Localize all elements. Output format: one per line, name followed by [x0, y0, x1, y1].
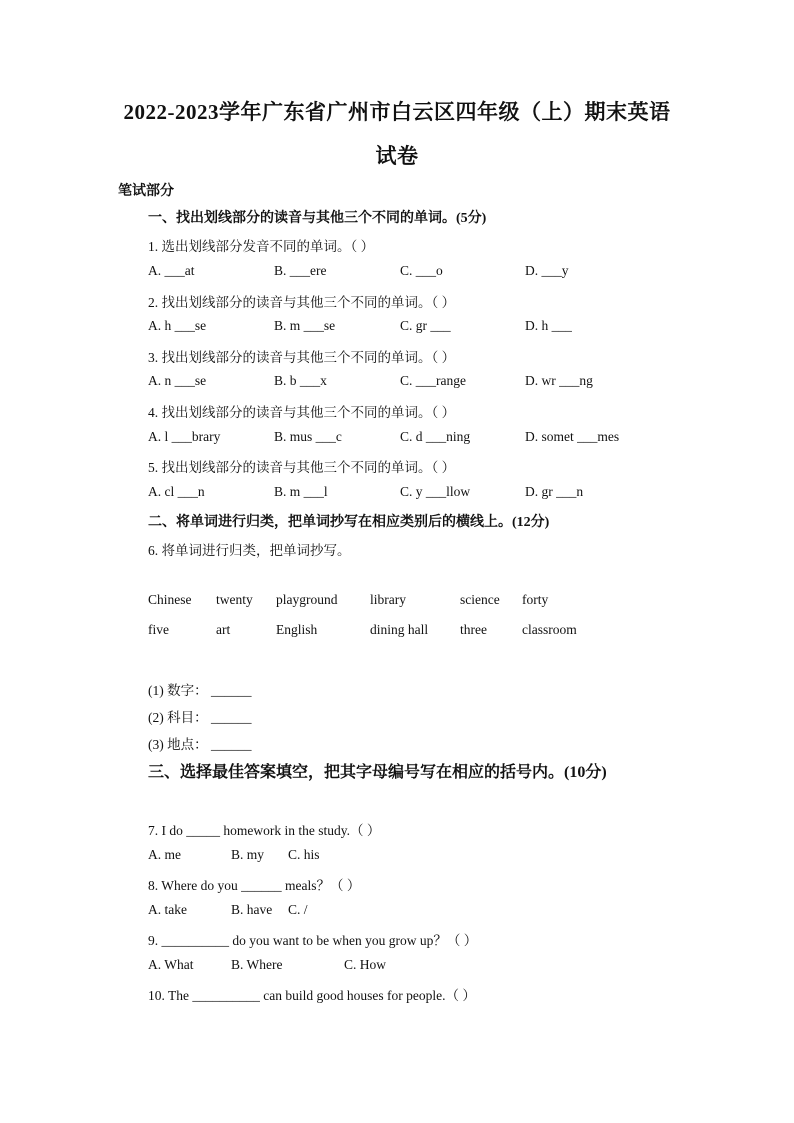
option-c: C. his: [288, 847, 320, 862]
word-bank-row-2: [148, 622, 748, 642]
word-item: playground: [276, 592, 338, 607]
question-4: 4. 找出划线部分的读音与其他三个不同的单词。（ ）: [148, 405, 456, 420]
question-7-options: [148, 847, 548, 867]
option-a: A. h ___se: [148, 318, 207, 333]
question-1-options: [148, 263, 748, 283]
option-c: C. /: [288, 902, 308, 917]
question-5: 5. 找出划线部分的读音与其他三个不同的单词。（ ）: [148, 460, 456, 475]
option-b: B. my: [231, 847, 265, 862]
option-c: C. ___range: [400, 373, 466, 388]
option-c: C. How: [344, 957, 387, 972]
option-a: A. ___at: [148, 263, 195, 278]
option-d: D. h ___: [525, 318, 572, 333]
category-places: (3) 地点： ______: [148, 737, 252, 752]
question-2-options: [148, 318, 748, 338]
option-a: A. l ___brary: [148, 429, 221, 444]
word-item: Chinese: [148, 592, 192, 607]
question-5-options: [148, 484, 748, 504]
page-title-cont: 试卷: [375, 144, 419, 168]
option-a: A. What: [148, 957, 194, 972]
option-a: A. cl ___n: [148, 484, 205, 499]
word-item: dining hall: [370, 622, 429, 637]
word-item: forty: [522, 592, 549, 607]
question-8-options: [148, 902, 548, 922]
question-4-options: [148, 429, 748, 449]
word-item: English: [276, 622, 318, 637]
part-label: 笔试部分: [118, 184, 174, 199]
word-bank-row-1: [148, 592, 748, 612]
word-item: art: [216, 622, 231, 637]
option-b: B. b ___x: [274, 373, 327, 388]
question-9: 9. __________ do you want to be when you grow up？（ ）: [148, 933, 478, 948]
option-b: B. mus ___c: [274, 429, 342, 444]
option-c: C. ___o: [400, 263, 443, 278]
section-1-heading: 一、找出划线部分的读音与其他三个不同的单词。(5分): [148, 211, 487, 226]
question-3-options: [148, 373, 748, 393]
section-2-heading: 二、将单词进行归类，把单词抄写在相应类别后的横线上。(12分): [148, 515, 550, 530]
word-item: classroom: [522, 622, 577, 637]
question-3: 3. 找出划线部分的读音与其他三个不同的单词。（ ）: [148, 350, 456, 365]
word-item: three: [460, 622, 487, 637]
question-6: 6. 将单词进行归类，把单词抄写。: [148, 543, 351, 558]
option-c: C. y ___llow: [400, 484, 471, 499]
option-d: D. somet ___mes: [525, 429, 620, 444]
option-a: A. me: [148, 847, 181, 862]
option-a: A. take: [148, 902, 187, 917]
option-b: B. have: [231, 902, 273, 917]
question-10: 10. The __________ can build good houses for people.（ ）: [148, 988, 476, 1003]
page-title: 2022-2023学年广东省广州市白云区四年级（上）期末英语: [123, 100, 671, 124]
option-b: B. Where: [231, 957, 283, 972]
word-item: twenty: [216, 592, 253, 607]
option-d: D. gr ___n: [525, 484, 584, 499]
section-3-heading: 三、选择最佳答案填空，把其字母编号写在相应的括号内。(10分): [148, 764, 607, 781]
category-numbers: (1) 数字： ______: [148, 683, 252, 698]
option-d: D. wr ___ng: [525, 373, 593, 388]
question-7: 7. I do _____ homework in the study.（ ）: [148, 823, 381, 838]
option-c: C. gr ___: [400, 318, 451, 333]
question-8: 8. Where do you ______ meals？（ ）: [148, 878, 361, 893]
option-a: A. n ___se: [148, 373, 207, 388]
category-subjects: (2) 科目： ______: [148, 710, 252, 725]
word-item: science: [460, 592, 500, 607]
option-b: B. m ___l: [274, 484, 328, 499]
word-item: library: [370, 592, 406, 607]
option-b: B. ___ere: [274, 263, 327, 278]
option-b: B. m ___se: [274, 318, 336, 333]
option-d: D. ___y: [525, 263, 569, 278]
question-1: 1. 选出划线部分发音不同的单词。（ ）: [148, 239, 375, 254]
option-c: C. d ___ning: [400, 429, 471, 444]
question-2: 2. 找出划线部分的读音与其他三个不同的单词。（ ）: [148, 295, 456, 310]
question-9-options: [148, 957, 548, 977]
word-item: five: [148, 622, 169, 637]
